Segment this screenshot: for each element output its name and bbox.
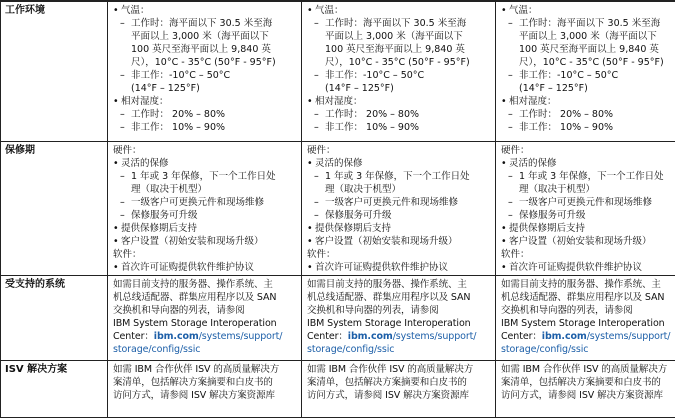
- supported-line1: 如需目前支持的服务器、操作系统、主: [113, 278, 301, 291]
- temp-op-line2: 平面以上 3,000 米（海平面以下: [501, 30, 675, 43]
- humidity-heading: • 相对湿度：: [501, 95, 675, 108]
- warranty-upgrade: – 保修服务可升级: [307, 209, 495, 222]
- isv-line3: 访问方式，请参阅 ISV 解决方案资源库: [113, 389, 301, 402]
- row-label-environment: 工作环境: [1, 1, 108, 142]
- supported-line4: IBM System Storage Interoperation: [501, 317, 675, 330]
- hardware-heading: 硬件：: [501, 144, 675, 157]
- temp-heading: • 气温：: [307, 4, 495, 17]
- supported-line5: [307, 330, 495, 343]
- supported-line2: 机总线适配器、群集应用程序以及 SAN: [501, 291, 675, 304]
- temp-nonop-line2: (14°F – 125°F): [307, 82, 495, 95]
- warranty-term-cont: 理（取决于机型）: [113, 183, 301, 196]
- row-label-warranty: 保修期: [1, 142, 108, 276]
- isv-line1: 如需 IBM 合作伙伴 ISV 的高质量解决方: [307, 363, 495, 376]
- temp-op-line4: 尺），10°C - 35°C (50°F - 95°F): [501, 56, 675, 69]
- isv-cell: [302, 361, 496, 418]
- temp-op-line1: – 工作时：海平面以下 30.5 米至海: [113, 17, 301, 30]
- humidity-nonop: – 非工作： 10% – 90%: [307, 121, 495, 134]
- temp-op-line3: 100 英尺至海平面以上 9,840 英: [501, 43, 675, 56]
- temp-op-line4: 尺），10°C - 35°C (50°F - 95°F): [113, 56, 301, 69]
- humidity-op: – 工作时： 20% – 80%: [113, 108, 301, 121]
- supported-cell: [108, 276, 302, 361]
- supported-cell: [302, 276, 496, 361]
- environment-cell: [302, 1, 496, 142]
- supported-line1: 如需目前支持的服务器、操作系统、主: [501, 278, 675, 291]
- temp-op-line1: – 工作时：海平面以下 30.5 米至海: [501, 17, 675, 30]
- warranty-crus: – 一级客户可更换元件和现场维修: [501, 196, 675, 209]
- environment-cell: [496, 1, 675, 142]
- hardware-heading: 硬件：: [307, 144, 495, 157]
- humidity-nonop: – 非工作： 10% – 90%: [501, 121, 675, 134]
- temp-op-line2: 平面以上 3,000 米（海平面以下: [113, 30, 301, 43]
- temp-nonop-line2: (14°F – 125°F): [113, 82, 301, 95]
- temp-heading: • 气温：: [501, 4, 675, 17]
- customer-setup: • 客户设置（初始安装和现场升级）: [113, 235, 301, 248]
- ssic-link-part2[interactable]: storage/config/ssic: [113, 343, 301, 356]
- supported-center-label: Center：: [113, 331, 154, 342]
- supported-line1: 如需目前支持的服务器、操作系统、主: [307, 278, 495, 291]
- ssic-link-part2[interactable]: storage/config/ssic: [501, 343, 675, 356]
- ssic-link-part2[interactable]: storage/config/ssic: [307, 343, 495, 356]
- humidity-heading: • 相对湿度：: [113, 95, 301, 108]
- temp-nonop-line1: – 非工作：-10°C – 50°C: [501, 69, 675, 82]
- customer-setup: • 客户设置（初始安装和现场升级）: [307, 235, 495, 248]
- table-row-isv: [1, 361, 675, 418]
- warranty-term: – 1 年或 3 年保修，下一个工作日处: [501, 170, 675, 183]
- temp-op-line4: 尺），10°C - 35°C (50°F - 95°F): [307, 56, 495, 69]
- supported-line4: IBM System Storage Interoperation: [113, 317, 301, 330]
- flexible-warranty: • 灵活的保修: [501, 157, 675, 170]
- hardware-heading: 硬件：: [113, 144, 301, 157]
- table-row-supported: [1, 276, 675, 361]
- temp-op-line1: – 工作时：海平面以下 30.5 米至海: [307, 17, 495, 30]
- humidity-nonop: – 非工作： 10% – 90%: [113, 121, 301, 134]
- temp-op-line3: 100 英尺至海平面以上 9,840 英: [307, 43, 495, 56]
- supported-line3: 交换机和导向器的列表，请参阅: [113, 304, 301, 317]
- isv-cell: [108, 361, 302, 418]
- temp-nonop-line1: – 非工作：-10°C – 50°C: [113, 69, 301, 82]
- isv-line2: 案清单，包括解决方案摘要和白皮书的: [501, 376, 675, 389]
- customer-setup: • 客户设置（初始安装和现场升级）: [501, 235, 675, 248]
- temp-nonop-line1: – 非工作：-10°C – 50°C: [307, 69, 495, 82]
- supported-line5: [113, 330, 301, 343]
- row-label-isv: ISV 解决方案: [1, 361, 108, 418]
- environment-cell: [108, 1, 302, 142]
- software-heading: 软件：: [501, 248, 675, 261]
- warranty-cell: [496, 142, 675, 276]
- supported-line4: IBM System Storage Interoperation: [307, 317, 495, 330]
- humidity-op: – 工作时： 20% – 80%: [307, 108, 495, 121]
- warranty-term: – 1 年或 3 年保修，下一个工作日处: [113, 170, 301, 183]
- row-label-supported: 受支持的系统: [1, 276, 108, 361]
- isv-cell: [496, 361, 675, 418]
- warranty-crus: – 一级客户可更换元件和现场维修: [307, 196, 495, 209]
- warranty-upgrade: – 保修服务可升级: [113, 209, 301, 222]
- isv-line2: 案清单，包括解决方案摘要和白皮书的: [113, 376, 301, 389]
- warranty-term-cont: 理（取决于机型）: [501, 183, 675, 196]
- isv-line1: 如需 IBM 合作伙伴 ISV 的高质量解决方: [501, 363, 675, 376]
- temp-heading: • 气温：: [113, 4, 301, 17]
- supported-center-label: Center：: [307, 331, 348, 342]
- post-warranty: • 提供保修期后支持: [501, 222, 675, 235]
- ssic-link-part1[interactable]: /systems/support/: [393, 331, 477, 342]
- flexible-warranty: • 灵活的保修: [113, 157, 301, 170]
- ibm-link[interactable]: ibm.com: [348, 331, 393, 342]
- supported-line3: 交换机和导向器的列表，请参阅: [307, 304, 495, 317]
- warranty-term-cont: 理（取决于机型）: [307, 183, 495, 196]
- warranty-cell: [302, 142, 496, 276]
- software-maintenance: • 首次许可证购提供软件维护协议: [113, 261, 301, 274]
- temp-op-line3: 100 英尺至海平面以上 9,840 英: [113, 43, 301, 56]
- supported-cell: [496, 276, 675, 361]
- warranty-cell: [108, 142, 302, 276]
- warranty-crus: – 一级客户可更换元件和现场维修: [113, 196, 301, 209]
- humidity-op: – 工作时： 20% – 80%: [501, 108, 675, 121]
- ibm-link[interactable]: ibm.com: [154, 331, 199, 342]
- ssic-link-part1[interactable]: /systems/support/: [199, 331, 283, 342]
- ssic-link-part1[interactable]: /systems/support/: [587, 331, 671, 342]
- isv-line2: 案清单，包括解决方案摘要和白皮书的: [307, 376, 495, 389]
- warranty-upgrade: – 保修服务可升级: [501, 209, 675, 222]
- software-heading: 软件：: [307, 248, 495, 261]
- temp-nonop-line2: (14°F – 125°F): [501, 82, 675, 95]
- supported-line3: 交换机和导向器的列表，请参阅: [501, 304, 675, 317]
- table-row-environment: [1, 1, 675, 142]
- isv-line3: 访问方式，请参阅 ISV 解决方案资源库: [307, 389, 495, 402]
- software-heading: 软件：: [113, 248, 301, 261]
- software-maintenance: • 首次许可证购提供软件维护协议: [307, 261, 495, 274]
- supported-line5: [501, 330, 675, 343]
- isv-line1: 如需 IBM 合作伙伴 ISV 的高质量解决方: [113, 363, 301, 376]
- supported-line2: 机总线适配器、群集应用程序以及 SAN: [113, 291, 301, 304]
- flexible-warranty: • 灵活的保修: [307, 157, 495, 170]
- table-row-warranty: [1, 142, 675, 276]
- software-maintenance: • 首次许可证购提供软件维护协议: [501, 261, 675, 274]
- supported-center-label: Center：: [501, 331, 542, 342]
- humidity-heading: • 相对湿度：: [307, 95, 495, 108]
- ibm-link[interactable]: ibm.com: [542, 331, 587, 342]
- temp-op-line2: 平面以上 3,000 米（海平面以下: [307, 30, 495, 43]
- supported-line2: 机总线适配器、群集应用程序以及 SAN: [307, 291, 495, 304]
- isv-line3: 访问方式，请参阅 ISV 解决方案资源库: [501, 389, 675, 402]
- warranty-term: – 1 年或 3 年保修，下一个工作日处: [307, 170, 495, 183]
- post-warranty: • 提供保修期后支持: [307, 222, 495, 235]
- post-warranty: • 提供保修期后支持: [113, 222, 301, 235]
